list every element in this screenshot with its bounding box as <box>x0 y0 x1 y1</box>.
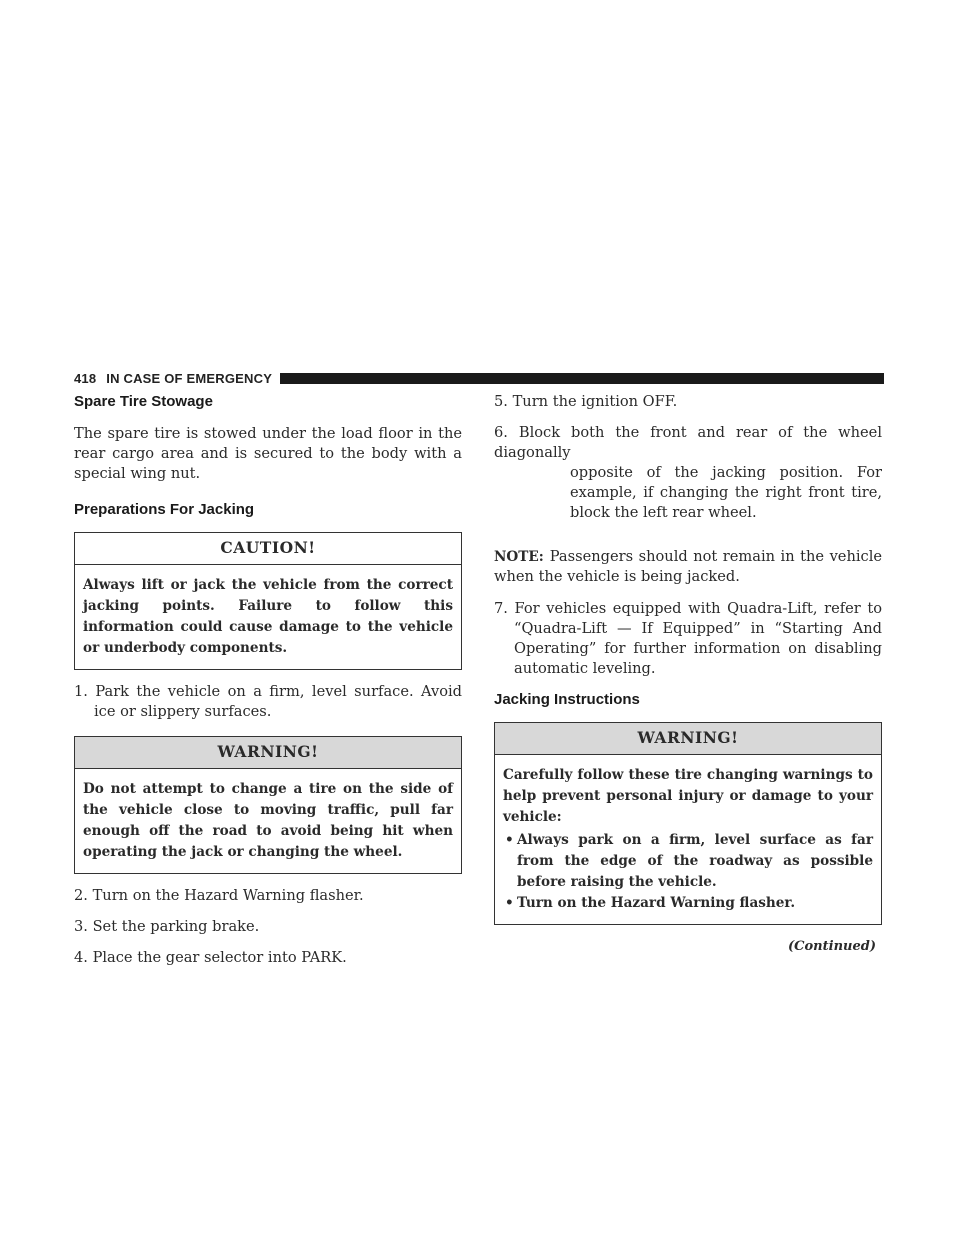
header-rule <box>280 373 884 384</box>
note-label: NOTE: <box>494 549 544 565</box>
bullet-icon: • <box>505 895 514 911</box>
step-4: 4. Place the gear selector into PARK. <box>74 949 347 966</box>
step-3: 3. Set the parking brake. <box>74 918 260 935</box>
page-number: 418 <box>74 370 97 386</box>
note-text: Passengers should not remain in the vehicle when the vehicle is being jacked. <box>494 548 882 585</box>
warning-text: Do not attempt to change a tire on the side of the vehicle close to moving traffic, pull far enough off the road to avoid being hit when operating the jack or changing the wheel. <box>83 781 453 860</box>
warning-box-2 <box>494 722 882 925</box>
right-column <box>494 392 882 957</box>
step-6-continuation: opposite of the jacking position. For example, if changing the right front tire, block the left rear wheel. <box>570 464 882 521</box>
warning-2-body <box>495 755 881 924</box>
step-7: 7. For vehicles equipped with Quadra-Lift, refer to “Quadra-Lift — If Equipped” in “Starting And Operating” for further information on disabling automatic leveling. <box>494 600 882 677</box>
caution-box <box>74 532 462 670</box>
bullet-text: Turn on the Hazard Warning flasher. <box>517 895 796 911</box>
spare-tire-stowage-heading: Spare Tire Stowage <box>74 393 213 410</box>
warning-box <box>74 736 462 874</box>
page-header <box>74 368 884 388</box>
step-6 <box>494 423 882 523</box>
warning-2-list <box>503 830 873 914</box>
list-item <box>503 893 873 914</box>
step-5: 5. Turn the ignition OFF. <box>494 393 678 410</box>
note-paragraph <box>494 547 882 587</box>
jacking-instructions-heading: Jacking Instructions <box>494 691 640 708</box>
caution-text: Always lift or jack the vehicle from the correct jacking points. Failure to follow this information could cause damage to the vehicle or underbody components. <box>83 577 453 656</box>
step-2: 2. Turn on the Hazard Warning flasher. <box>74 887 364 904</box>
continued-label: (Continued) <box>788 939 876 954</box>
left-column <box>74 392 462 979</box>
bullet-icon: • <box>505 832 514 848</box>
warning-2-intro: Carefully follow these tire changing warnings to help prevent personal injury or damage to your vehicle: <box>503 767 873 825</box>
step-1: 1. Park the vehicle on a firm, level surface. Avoid ice or slippery surfaces. <box>74 683 462 720</box>
caution-title: CAUTION! <box>75 533 461 565</box>
list-item <box>503 830 873 893</box>
stowage-paragraph: The spare tire is stowed under the load floor in the rear cargo area and is secured to the body with a special wing nut. <box>74 425 462 482</box>
bullet-text: Always park on a firm, level surface as far from the edge of the roadway as possible before raising the vehicle. <box>517 832 873 890</box>
preparations-heading: Preparations For Jacking <box>74 501 255 518</box>
step-6-first-line: 6. Block both the front and rear of the wheel diagonally <box>494 424 882 461</box>
warning-2-title: WARNING! <box>495 723 881 755</box>
warning-title: WARNING! <box>75 737 461 769</box>
section-title: IN CASE OF EMERGENCY <box>106 370 273 386</box>
